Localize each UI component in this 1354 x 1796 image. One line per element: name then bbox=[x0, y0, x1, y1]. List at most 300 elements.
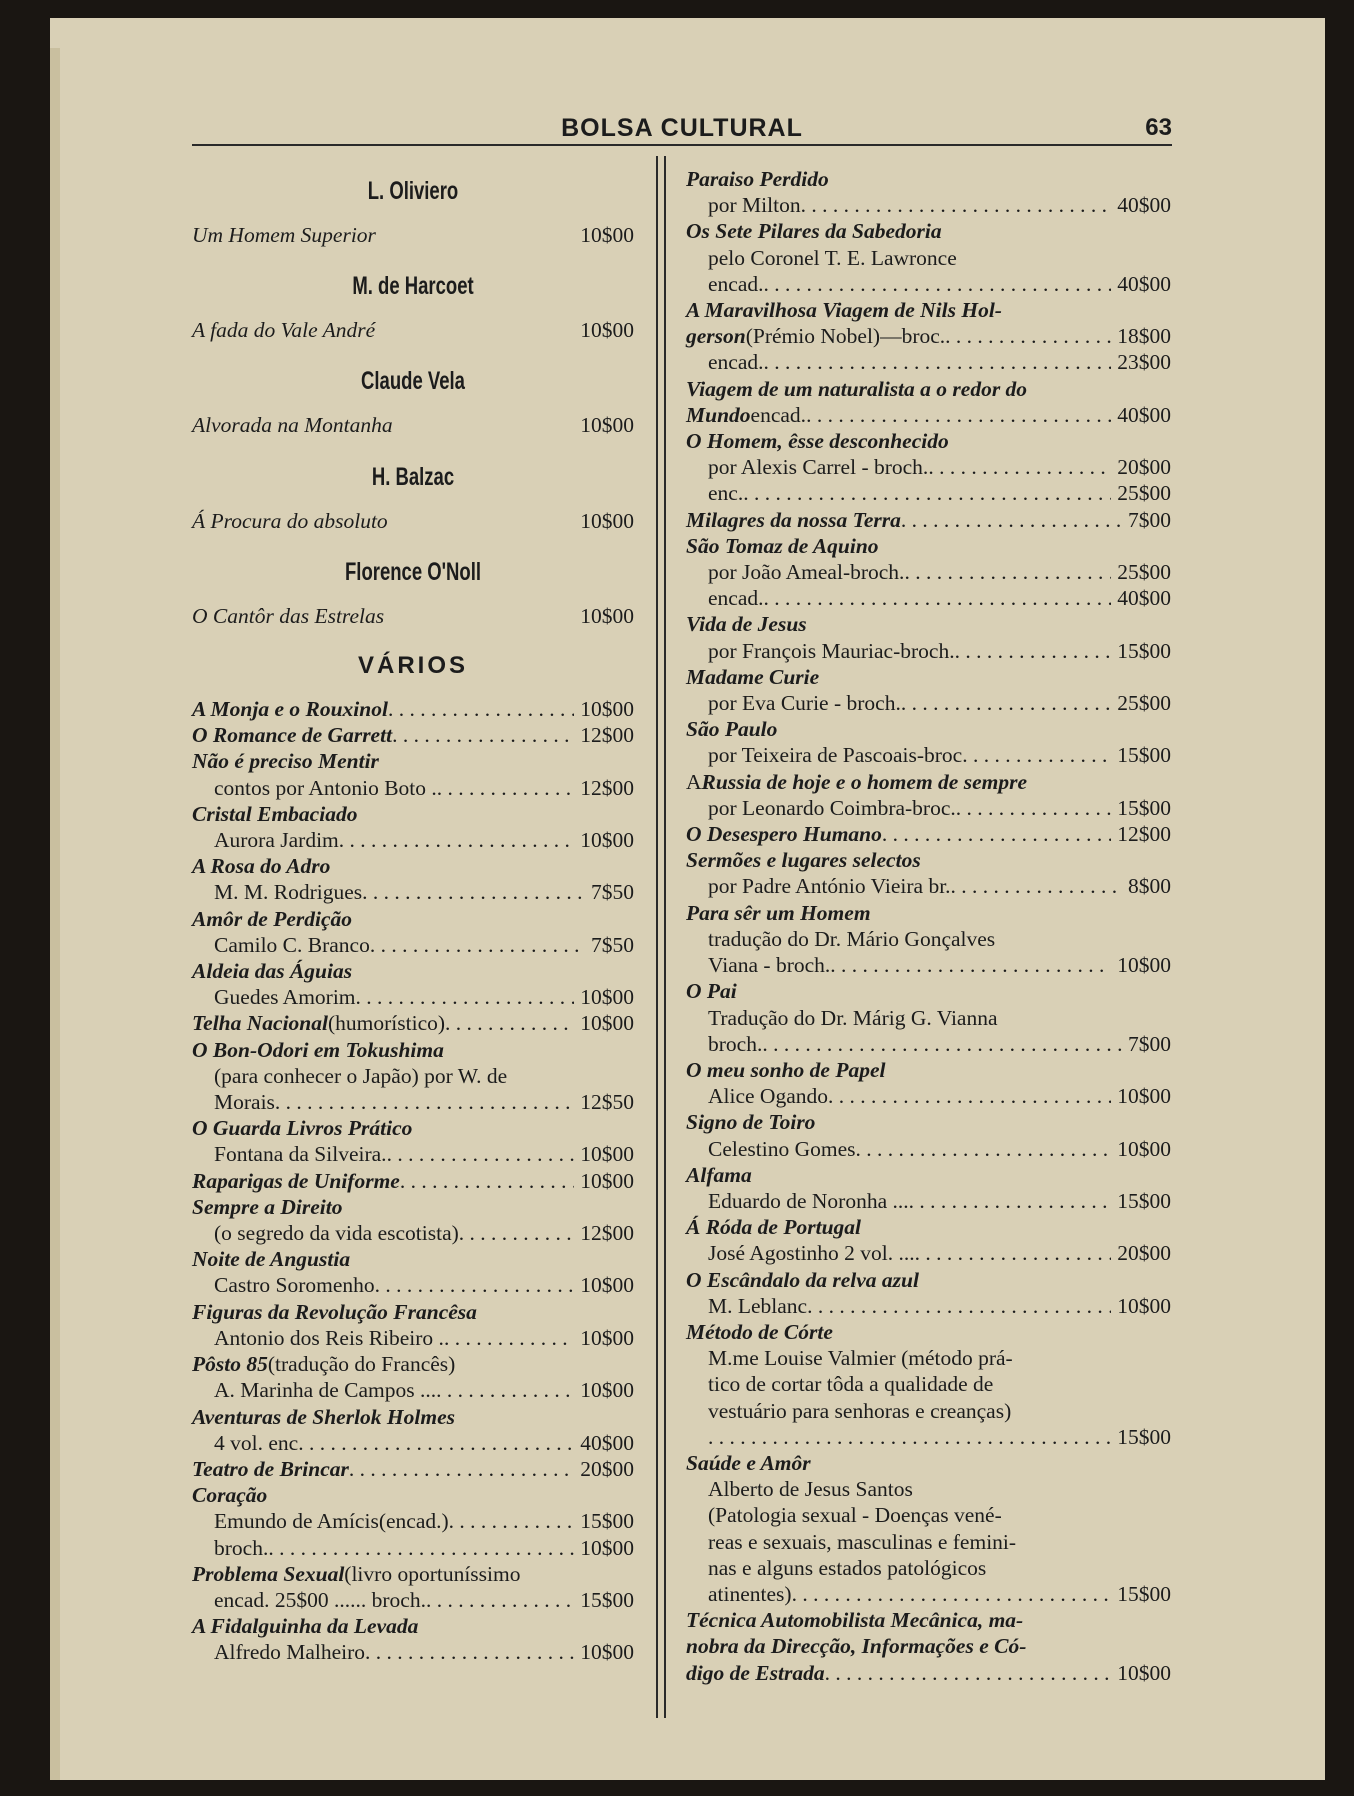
book-title: O Cantôr das Estrelas bbox=[192, 603, 385, 628]
entry-line bbox=[686, 1555, 1171, 1581]
entry-line bbox=[686, 454, 1171, 480]
price: 25$00 bbox=[1117, 691, 1171, 716]
entry-line bbox=[686, 507, 1171, 533]
catalog-entry bbox=[192, 1456, 634, 1482]
author-heading: Claude Vela bbox=[361, 367, 465, 396]
entry-detail: por João Ameal-broch. bbox=[708, 560, 905, 585]
price: 10$00 bbox=[1117, 1136, 1171, 1161]
entry-line bbox=[192, 1351, 634, 1377]
entry-detail: por Leonardo Coimbra-broc. bbox=[708, 795, 956, 820]
dot-leader bbox=[459, 1220, 574, 1246]
entry-line bbox=[192, 1220, 634, 1246]
price: 10$00 bbox=[1117, 1660, 1171, 1685]
dot-leader bbox=[449, 1508, 575, 1534]
dot-leader bbox=[825, 1660, 1112, 1686]
entry-detail: A. Marinha de Campos ... bbox=[214, 1378, 437, 1403]
page-number: 63 bbox=[1145, 114, 1172, 141]
entry-detail: atinentes) bbox=[708, 1581, 792, 1606]
dot-leader bbox=[956, 795, 1111, 821]
entry-line bbox=[686, 1293, 1171, 1319]
entry-line bbox=[686, 638, 1171, 664]
catalog-entry bbox=[686, 847, 1171, 899]
book-title-cont: gerson bbox=[686, 324, 746, 349]
book-title: Método de Córte bbox=[686, 1319, 833, 1344]
dot-leader bbox=[764, 349, 1112, 375]
dot-leader bbox=[362, 879, 585, 905]
catalog-entry bbox=[686, 978, 1171, 1057]
entry-line bbox=[192, 748, 634, 774]
book-title-cont: digo de Estrada bbox=[686, 1660, 825, 1685]
entry-detail: tico de cortar tôda a qualidade de bbox=[708, 1372, 994, 1397]
entry-prefix: A bbox=[686, 769, 702, 794]
entry-detail: Guedes Amorim bbox=[214, 985, 356, 1010]
entry-detail: Morais bbox=[214, 1090, 275, 1115]
entry-line bbox=[686, 847, 1171, 873]
dot-leader bbox=[962, 742, 1111, 768]
catalog-entry bbox=[686, 664, 1171, 716]
entry-line bbox=[192, 1037, 634, 1063]
catalog-entry bbox=[686, 428, 1171, 507]
entry-line bbox=[686, 559, 1171, 585]
catalog-entry bbox=[192, 748, 634, 800]
catalog-entry bbox=[192, 603, 634, 629]
entry-detail: encad. bbox=[750, 402, 807, 427]
entry-line bbox=[686, 1398, 1171, 1424]
price: 10$00 bbox=[580, 985, 634, 1010]
price: 10$00 bbox=[580, 1535, 634, 1560]
price: 25$00 bbox=[1117, 560, 1171, 585]
catalog-entry bbox=[686, 716, 1171, 768]
book-title: O Pai bbox=[686, 979, 737, 1004]
price: 7$50 bbox=[591, 932, 634, 957]
price: 10$00 bbox=[1117, 1084, 1171, 1109]
dot-leader bbox=[806, 402, 1111, 428]
book-title: Os Sete Pilares da Sabedoria bbox=[686, 219, 942, 244]
section-title: VÁRIOS bbox=[357, 652, 468, 680]
book-title: A fada do Vale André bbox=[192, 318, 376, 343]
entry-line bbox=[192, 1299, 634, 1325]
book-title: Alfama bbox=[686, 1162, 752, 1187]
entry-line bbox=[686, 1502, 1171, 1528]
entry-line bbox=[686, 1345, 1171, 1371]
dot-leader bbox=[901, 690, 1111, 716]
catalog-entry bbox=[192, 412, 634, 438]
book-title: O Desespero Humano bbox=[686, 822, 882, 847]
entry-line bbox=[686, 166, 1171, 192]
entry-detail: pelo Coronel T. E. Lawronce bbox=[708, 245, 957, 270]
book-title: Figuras da Revolução Francêsa bbox=[192, 1299, 477, 1324]
entry-detail: Antonio dos Reis Ribeiro . bbox=[214, 1325, 444, 1350]
entry-line bbox=[192, 1246, 634, 1272]
entry-line bbox=[686, 1267, 1171, 1293]
entry-line bbox=[686, 769, 1171, 795]
entry-line bbox=[192, 827, 634, 853]
entry-line bbox=[686, 664, 1171, 690]
book-title: A Monja e o Rouxinol bbox=[192, 697, 388, 722]
book-title-cont: nobra da Direcção, Informações e Có- bbox=[686, 1634, 1027, 1659]
price: 10$00 bbox=[580, 1378, 634, 1403]
entry-detail: M. Leblanc bbox=[708, 1293, 808, 1318]
catalog-entry bbox=[192, 801, 634, 853]
dot-leader bbox=[365, 1639, 574, 1665]
entry-line bbox=[192, 1089, 634, 1115]
entry-note: (humorístico) bbox=[327, 1011, 446, 1036]
entry-detail: Alice Ogando bbox=[708, 1084, 829, 1109]
catalog-entry bbox=[686, 1267, 1171, 1319]
entry-line bbox=[686, 1031, 1171, 1057]
price: 10$00 bbox=[580, 1142, 634, 1167]
entry-line bbox=[686, 1450, 1171, 1476]
entry-line bbox=[192, 1168, 634, 1194]
dot-leader bbox=[807, 1293, 1111, 1319]
book-title: São Tomaz de Aquino bbox=[686, 533, 879, 558]
entry-detail: (Prémio Nobel)—broc. bbox=[745, 324, 946, 349]
book-title: Madame Curie bbox=[686, 664, 820, 689]
book-title: Técnica Automobilista Mecânica, ma- bbox=[686, 1608, 1024, 1633]
entry-line bbox=[686, 271, 1171, 297]
entry-line bbox=[192, 1377, 634, 1403]
entry-line bbox=[192, 1010, 634, 1036]
catalog-entry bbox=[192, 317, 634, 343]
entry-line bbox=[686, 1240, 1171, 1266]
price: 40$00 bbox=[1117, 586, 1171, 611]
book-title: Á Procura do absoluto bbox=[192, 508, 388, 533]
dot-leader bbox=[951, 873, 1122, 899]
entry-line bbox=[686, 900, 1171, 926]
catalog-entry bbox=[192, 508, 634, 534]
catalog-entry bbox=[192, 1561, 634, 1613]
entry-line bbox=[686, 1424, 1171, 1450]
catalog-entry bbox=[686, 1162, 1171, 1214]
catalog-entry bbox=[192, 1010, 634, 1036]
entry-detail: broch. bbox=[708, 1031, 763, 1056]
book-title: Sermões e lugares selectos bbox=[686, 848, 921, 873]
entry-line bbox=[192, 853, 634, 879]
entry-line bbox=[686, 1136, 1171, 1162]
book-title: A Fidalguinha da Levada bbox=[192, 1614, 419, 1639]
entry-line bbox=[686, 1529, 1171, 1555]
entry-line bbox=[192, 1482, 634, 1508]
dot-leader bbox=[856, 1136, 1112, 1162]
entry-line bbox=[686, 376, 1171, 402]
book-title: A Rosa do Adro bbox=[192, 854, 331, 879]
book-title: Milagres da nossa Terra bbox=[686, 507, 901, 532]
entry-line bbox=[192, 932, 634, 958]
dot-leader bbox=[275, 1089, 574, 1115]
price: 10$00 bbox=[580, 1011, 634, 1036]
entry-line bbox=[192, 722, 634, 748]
catalog-entry bbox=[686, 1057, 1171, 1109]
entry-detail: enc. bbox=[708, 481, 744, 506]
entry-detail: vestuário para senhoras e creanças) bbox=[708, 1398, 1012, 1423]
entry-line bbox=[192, 1272, 634, 1298]
price: 7$00 bbox=[1128, 507, 1171, 532]
catalog-entry bbox=[686, 611, 1171, 663]
page-header bbox=[192, 88, 1172, 142]
dot-leader bbox=[882, 821, 1111, 847]
entry-detail: M. M. Rodrigues bbox=[214, 880, 363, 905]
book-title: O Bon-Odori em Tokushima bbox=[192, 1037, 444, 1062]
catalog-entry bbox=[686, 218, 1171, 297]
book-title: Paraiso Perdido bbox=[686, 167, 829, 191]
book-title: Noite de Angustia bbox=[192, 1247, 351, 1272]
price: 10$00 bbox=[580, 1325, 634, 1350]
price: 20$00 bbox=[580, 1456, 634, 1481]
dot-leader bbox=[298, 1430, 574, 1456]
entry-line bbox=[686, 245, 1171, 271]
price: 15$00 bbox=[1117, 1424, 1171, 1449]
catalog-page bbox=[50, 18, 1325, 1780]
price: 23$00 bbox=[1117, 350, 1171, 375]
catalog-entry bbox=[686, 1214, 1171, 1266]
price: 10$00 bbox=[580, 1640, 634, 1665]
entry-line bbox=[686, 1633, 1171, 1659]
entry-detail: 4 vol. enc bbox=[214, 1430, 299, 1455]
entry-line bbox=[192, 1194, 634, 1220]
price: 12$50 bbox=[580, 1090, 634, 1115]
dot-leader bbox=[444, 1325, 574, 1351]
book-title-cont: Mundo bbox=[686, 402, 751, 427]
entry-line bbox=[686, 690, 1171, 716]
catalog-entry bbox=[686, 821, 1171, 847]
catalog-entry bbox=[192, 1168, 634, 1194]
entry-line bbox=[192, 801, 634, 827]
dot-leader bbox=[392, 722, 574, 748]
price: 10$00 bbox=[580, 697, 634, 722]
entry-detail: Alfredo Malheiro bbox=[214, 1640, 366, 1665]
price: 12$00 bbox=[1117, 822, 1171, 847]
dot-leader bbox=[830, 952, 1111, 978]
catalog-entry bbox=[686, 1319, 1171, 1450]
book-title: Cristal Embaciado bbox=[192, 801, 358, 826]
entry-line bbox=[192, 1561, 634, 1587]
price: 12$00 bbox=[580, 1221, 634, 1246]
catalog-entry bbox=[192, 1246, 634, 1298]
dot-leader bbox=[915, 1240, 1112, 1266]
entry-detail: encad. bbox=[708, 271, 764, 296]
entry-detail: por Milton bbox=[708, 193, 801, 218]
entry-line bbox=[686, 1005, 1171, 1031]
dot-leader bbox=[437, 775, 574, 801]
catalog-entry bbox=[192, 222, 634, 248]
entry-detail: Tradução do Dr. Márig G. Vianna bbox=[708, 1005, 998, 1030]
entry-line bbox=[686, 1109, 1171, 1135]
entry-line bbox=[192, 1639, 634, 1665]
entry-line bbox=[686, 1188, 1171, 1214]
entry-detail: Camilo C. Branco bbox=[214, 932, 370, 957]
book-title: Vida de Jesus bbox=[686, 612, 807, 637]
header-rule bbox=[192, 144, 1172, 146]
entry-line bbox=[192, 1430, 634, 1456]
book-title: Signo de Toiro bbox=[686, 1110, 816, 1135]
entry-note: (livro oportuníssimo bbox=[344, 1561, 521, 1586]
entry-line bbox=[192, 775, 634, 801]
column-divider bbox=[656, 156, 666, 1718]
price: 10$00 bbox=[580, 318, 634, 343]
entry-line bbox=[686, 585, 1171, 611]
book-title: O Homem, êsse desconhecido bbox=[686, 429, 949, 454]
dot-leader bbox=[955, 638, 1112, 664]
entry-line bbox=[686, 402, 1171, 428]
book-title: Viagem de um naturalista a o redor do bbox=[686, 376, 1028, 401]
price: 10$00 bbox=[1117, 953, 1171, 978]
catalog-entry bbox=[686, 533, 1171, 612]
catalog-entry bbox=[686, 1450, 1171, 1607]
catalog-entry bbox=[192, 1482, 634, 1561]
price: 10$00 bbox=[580, 223, 634, 247]
price: 7$50 bbox=[591, 880, 634, 905]
author-heading: M. de Harcoet bbox=[352, 272, 474, 301]
dot-leader bbox=[436, 1377, 574, 1403]
entry-detail: M.me Louise Valmier (método prá- bbox=[708, 1346, 1013, 1371]
entry-line bbox=[192, 1587, 634, 1613]
price: 18$00 bbox=[1117, 324, 1171, 349]
entry-line bbox=[192, 984, 634, 1010]
catalog-entry bbox=[686, 1109, 1171, 1161]
book-title: Um Homem Superior bbox=[192, 223, 376, 247]
book-title: Telha Nacional bbox=[192, 1011, 328, 1036]
entry-line bbox=[686, 1214, 1171, 1240]
catalog-entry bbox=[192, 1037, 634, 1116]
running-title: BOLSA CULTURAL bbox=[561, 114, 803, 142]
entry-detail: Aurora Jardim bbox=[214, 828, 339, 853]
entry-line bbox=[686, 716, 1171, 742]
catalog-entry bbox=[192, 1351, 634, 1403]
book-title: Aventuras de Sherlok Holmes bbox=[192, 1404, 455, 1429]
price: 7$00 bbox=[1128, 1031, 1171, 1056]
entry-line bbox=[192, 696, 634, 722]
author-heading: H. Balzac bbox=[371, 462, 455, 491]
catalog-entry bbox=[686, 769, 1171, 821]
entry-detail: reas e sexuais, masculinas e femini- bbox=[708, 1529, 1017, 1554]
dot-leader bbox=[375, 1272, 575, 1298]
entry-line bbox=[686, 742, 1171, 768]
book-title: São Paulo bbox=[686, 717, 778, 742]
entry-note: (tradução do Francês) bbox=[267, 1352, 456, 1377]
dot-leader bbox=[743, 480, 1111, 506]
price: 15$00 bbox=[580, 1509, 634, 1534]
right-column bbox=[686, 166, 1171, 1686]
book-title: Sempre a Direito bbox=[192, 1194, 343, 1219]
book-title: O Escândalo da relva azul bbox=[686, 1267, 919, 1292]
price: 10$00 bbox=[580, 1168, 634, 1193]
price: 10$00 bbox=[1117, 1293, 1171, 1318]
entry-line bbox=[686, 1660, 1171, 1686]
dot-leader bbox=[904, 559, 1111, 585]
entry-line bbox=[192, 1063, 634, 1089]
book-title: Alvorada na Montanha bbox=[192, 413, 393, 438]
entry-line bbox=[686, 611, 1171, 637]
entry-line bbox=[192, 1141, 634, 1167]
entry-detail: contos por Antonio Boto . bbox=[214, 775, 437, 800]
price: 40$00 bbox=[1117, 271, 1171, 296]
price: 12$00 bbox=[580, 723, 634, 748]
catalog-entry bbox=[192, 696, 634, 722]
book-title: Aldeia das Águias bbox=[192, 959, 353, 984]
entry-detail: Castro Soromenho bbox=[214, 1273, 375, 1298]
dot-leader bbox=[901, 507, 1122, 533]
entry-line bbox=[686, 873, 1171, 899]
catalog-entry bbox=[192, 1115, 634, 1167]
dot-leader bbox=[356, 984, 575, 1010]
entry-detail: por Alexis Carrel - broch. bbox=[708, 455, 929, 480]
book-title: Para sêr um Homem bbox=[686, 900, 871, 925]
entry-detail: Alberto de Jesus Santos bbox=[708, 1477, 913, 1502]
entry-line bbox=[686, 297, 1171, 323]
book-title: O meu sonho de Papel bbox=[686, 1057, 886, 1082]
entry-line bbox=[192, 879, 634, 905]
entry-line bbox=[686, 323, 1171, 349]
dot-leader bbox=[370, 932, 585, 958]
entry-detail: Emundo de Amícis(encad.) bbox=[214, 1509, 449, 1534]
entry-line bbox=[192, 1508, 634, 1534]
price: 12$00 bbox=[580, 775, 634, 800]
entry-detail: Celestino Gomes bbox=[708, 1136, 856, 1161]
price: 8$00 bbox=[1128, 874, 1171, 899]
book-title: Saúde e Amôr bbox=[686, 1450, 811, 1475]
dot-leader bbox=[801, 192, 1112, 218]
entry-line bbox=[192, 1404, 634, 1430]
left-column bbox=[192, 168, 634, 1666]
dot-leader bbox=[400, 1168, 574, 1194]
catalog-entry bbox=[686, 166, 1171, 218]
entry-line bbox=[686, 1607, 1171, 1633]
entry-line bbox=[686, 192, 1171, 218]
book-title: Pôsto 85 bbox=[192, 1352, 268, 1377]
price: 10$00 bbox=[580, 603, 634, 628]
catalog-entry bbox=[192, 853, 634, 905]
entry-line bbox=[686, 795, 1171, 821]
price: 15$00 bbox=[1117, 743, 1171, 768]
entry-detail: encad. bbox=[708, 350, 764, 375]
catalog-entry bbox=[192, 1194, 634, 1246]
dot-leader bbox=[764, 271, 1112, 297]
dot-leader bbox=[762, 1031, 1122, 1057]
entry-detail: tradução do Dr. Mário Gonçalves bbox=[708, 926, 996, 951]
price: 40$00 bbox=[1117, 193, 1171, 218]
dot-leader bbox=[792, 1581, 1112, 1607]
dot-leader bbox=[388, 696, 574, 722]
book-title: Á Róda de Portugal bbox=[686, 1215, 862, 1240]
book-title: Russia de hoje e o homem de sempre bbox=[701, 769, 1028, 794]
entry-detail: broch. bbox=[214, 1535, 269, 1560]
author-heading: L. Oliviero bbox=[367, 177, 459, 205]
entry-line bbox=[686, 480, 1171, 506]
book-title: Amôr de Perdição bbox=[192, 906, 353, 931]
entry-detail: (para conhecer o Japão) por W. de bbox=[214, 1063, 508, 1088]
dot-leader bbox=[445, 1010, 574, 1036]
catalog-entry bbox=[192, 958, 634, 1010]
catalog-entry bbox=[192, 722, 634, 748]
entry-line bbox=[686, 1319, 1171, 1345]
dot-leader bbox=[708, 1424, 1111, 1450]
entry-line bbox=[686, 1057, 1171, 1083]
entry-line bbox=[192, 1325, 634, 1351]
book-title: Coração bbox=[192, 1483, 268, 1508]
entry-line bbox=[686, 952, 1171, 978]
dot-leader bbox=[828, 1083, 1111, 1109]
entry-detail: Eduardo de Noronha ... bbox=[708, 1188, 909, 1213]
page-fold-shadow bbox=[50, 48, 60, 1780]
entry-line bbox=[686, 1476, 1171, 1502]
catalog-entry bbox=[192, 1404, 634, 1456]
dot-leader bbox=[945, 323, 1111, 349]
price: 10$00 bbox=[580, 413, 634, 438]
price: 15$00 bbox=[1117, 638, 1171, 663]
catalog-entry bbox=[686, 376, 1171, 428]
entry-detail: (Patologia sexual - Doenças vené- bbox=[708, 1503, 1002, 1528]
book-title: Não é preciso Mentir bbox=[192, 749, 379, 774]
